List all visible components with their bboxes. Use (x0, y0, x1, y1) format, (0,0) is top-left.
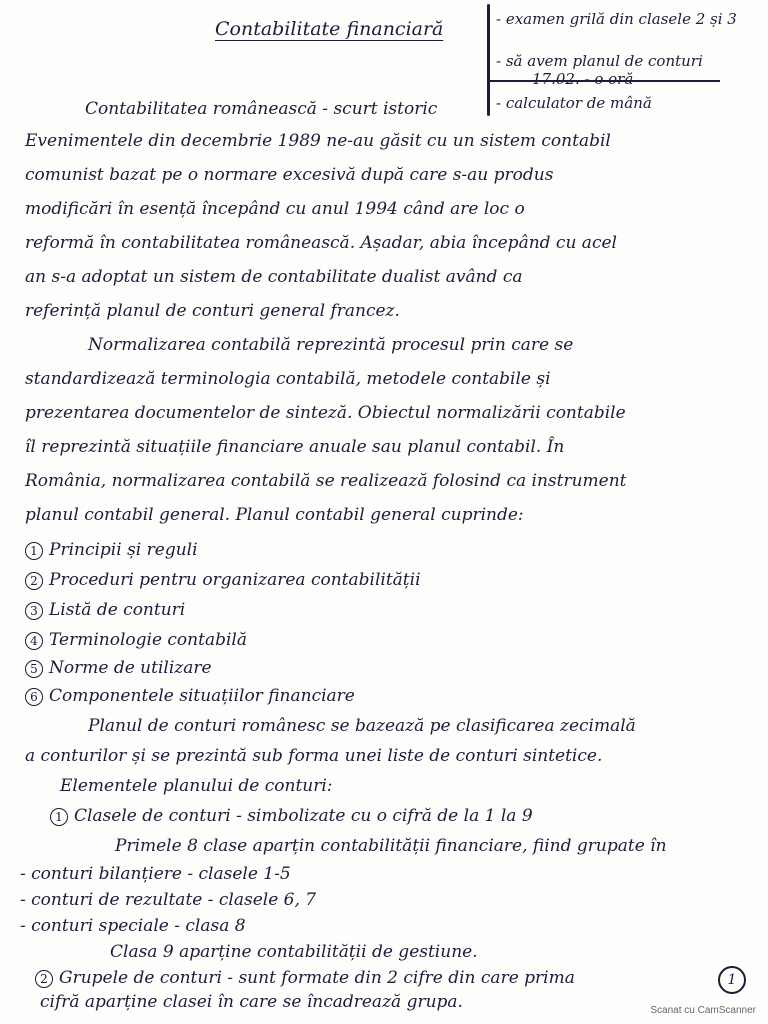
text-line: modificări în esență începând cu anul 1994 când are loc o (25, 199, 525, 219)
text-line: Evenimentele din decembrie 1989 ne-au găsit cu un sistem contabil (25, 131, 611, 151)
text-line: Elementele planului de conturi: (60, 776, 333, 796)
list-item-text: Norme de utilizare (49, 658, 212, 678)
list-number: 6 (25, 688, 43, 706)
page-number: 1 (718, 966, 746, 994)
list-item-text: Componentele situațiilor financiare (49, 686, 355, 706)
list-item (25, 570, 421, 590)
notes-divider (487, 4, 490, 116)
text-line: standardizează terminologia contabilă, metodele contabile și (25, 369, 551, 389)
text-line: prezentarea documentelor de sinteză. Obiectul normalizării contabile (25, 403, 626, 423)
list-number: 1 (50, 808, 68, 826)
text-line: comunist bazat pe o normare excesivă după care s-au produs (25, 165, 554, 185)
list-number: 2 (35, 970, 53, 988)
list-item-text: Grupele de conturi - sunt formate din 2 cifre din care prima (59, 968, 575, 988)
note-line: - să avem planul de conturi (496, 52, 703, 70)
note-line: 17.02. - o oră (532, 70, 634, 88)
text-line: Primele 8 clase aparțin contabilității financiare, fiind grupate în (115, 836, 667, 856)
note-line: - calculator de mână (496, 94, 652, 112)
text-line: - conturi bilanțiere - clasele 1-5 (20, 864, 291, 884)
list-number: 5 (25, 660, 43, 678)
list-item (25, 658, 212, 678)
text-line: România, normalizarea contabilă se realizează folosind ca instrument (25, 471, 627, 491)
note-line: - examen grilă din clasele 2 și 3 (496, 10, 737, 28)
list-item (25, 540, 198, 560)
list-item-text: Terminologie contabilă (49, 630, 247, 650)
text-line: - conturi de rezultate - clasele 6, 7 (20, 890, 317, 910)
list-item-text: Principii și reguli (49, 540, 198, 560)
list-item-text: Proceduri pentru organizarea contabilității (49, 570, 421, 590)
list-number: 4 (25, 632, 43, 650)
text-line: Clasa 9 aparține contabilității de gestiune. (110, 942, 478, 962)
list-number: 2 (25, 572, 43, 590)
list-number: 3 (25, 602, 43, 620)
text-line: a conturilor și se prezintă sub forma unei liste de conturi sintetice. (25, 746, 603, 766)
list-item (25, 630, 247, 650)
text-line: Normalizarea contabilă reprezintă procesul prin care se (88, 335, 574, 355)
scanner-watermark: Scanat cu CamScanner (650, 1005, 756, 1016)
list-item (25, 686, 355, 706)
text-line: referință planul de conturi general francez. (25, 301, 400, 321)
text-line: Planul de conturi românesc se bazează pe clasificarea zecimală (88, 716, 636, 736)
page-title: Contabilitate financiară (215, 18, 444, 40)
section-heading: Contabilitatea românească - scurt istoric (85, 99, 438, 119)
list-item-text: Listă de conturi (49, 600, 186, 620)
text-line: an s-a adoptat un sistem de contabilitate dualist având ca (25, 267, 523, 287)
text-line: îl reprezintă situațiile financiare anuale sau planul contabil. În (25, 437, 565, 457)
text-line: planul contabil general. Planul contabil general cuprinde: (25, 505, 524, 525)
list-item (25, 600, 185, 620)
text-line: cifră aparține clasei în care se încadrează grupa. (40, 992, 463, 1012)
text-line: - conturi speciale - clasa 8 (20, 916, 246, 936)
list-item-text: Clasele de conturi - simbolizate cu o cifră de la 1 la 9 (74, 806, 533, 826)
text-line: reformă în contabilitatea românească. Așadar, abia începând cu acel (25, 233, 617, 253)
list-number: 1 (25, 542, 43, 560)
list-item (35, 968, 575, 988)
list-item (50, 806, 533, 826)
